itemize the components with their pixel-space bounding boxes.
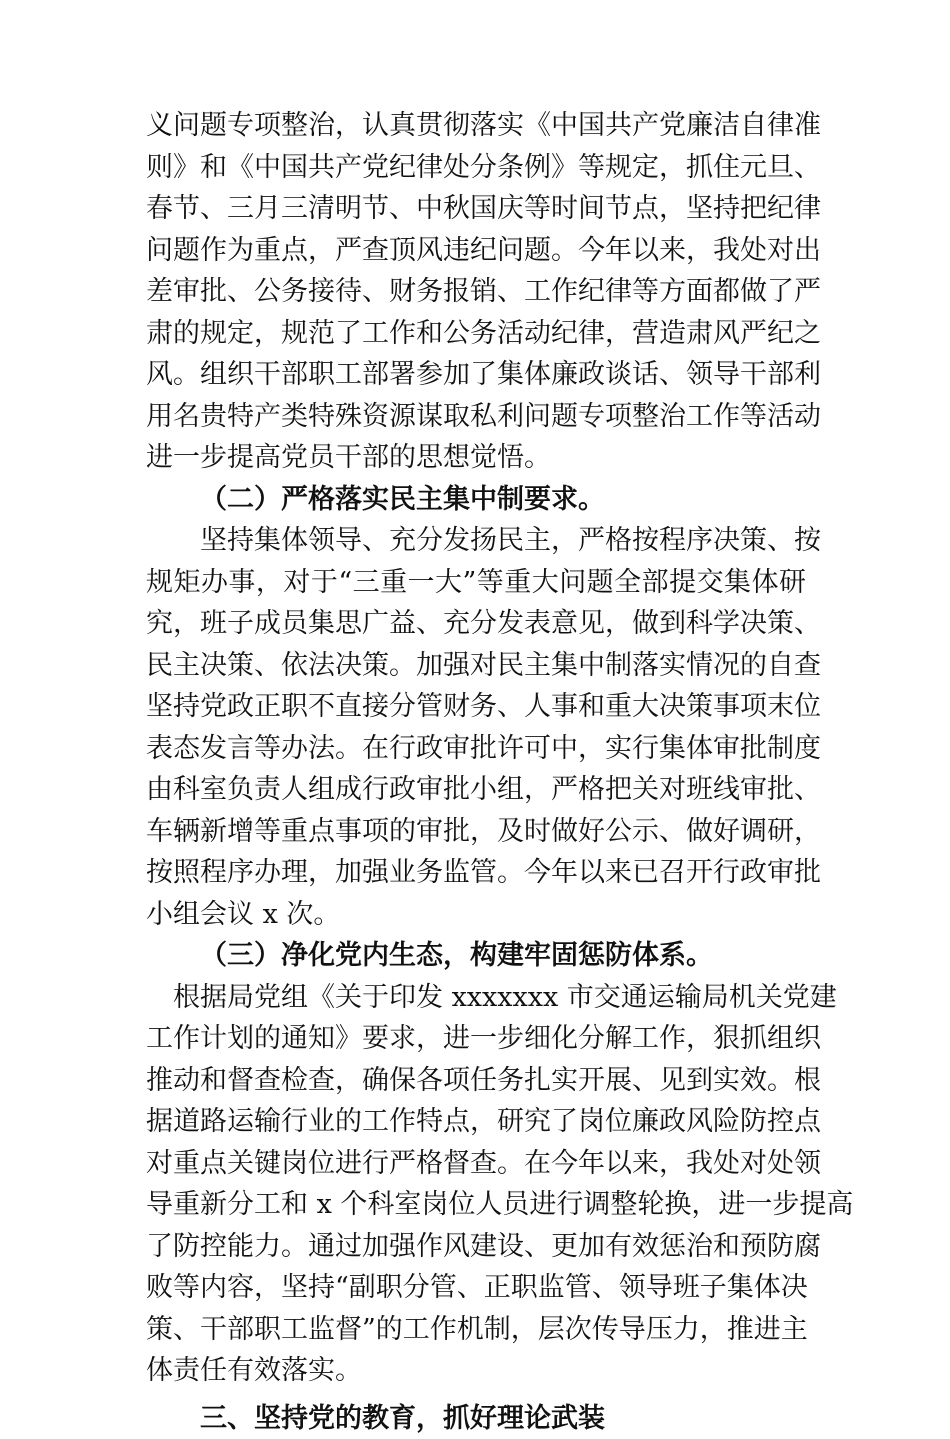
text-line: 败等内容，坚持“副职分管、正职监管、领导班子集体决 (146, 1267, 806, 1309)
text-line: 车辆新增等重点事项的审批，及时做好公示、做好调研， (146, 811, 806, 853)
paragraph-party-ecology (146, 977, 806, 1392)
text-line: 坚持集体领导、充分发扬民主，严格按程序决策、按 (146, 520, 806, 562)
text-line: 体责任有效落实。 (146, 1350, 806, 1392)
text-line: 进一步提高党员干部的思想觉悟。 (146, 437, 806, 479)
document-page (146, 105, 806, 1439)
text-line: 究，班子成员集思广益、充分发表意见，做到科学决策、 (146, 603, 806, 645)
text-line: 小组会议 x 次。 (146, 894, 806, 936)
subheading-democratic-centralism: （二）严格落实民主集中制要求。 (146, 479, 806, 521)
text-line: 推动和督查检查，确保各项任务扎实开展、见到实效。根 (146, 1060, 806, 1102)
text-line: 策、干部职工监督”的工作机制，层次传导压力，推进主 (146, 1309, 806, 1351)
text-line: 则》和《中国共产党纪律处分条例》等规定，抓住元旦、 (146, 147, 806, 189)
text-line: 对重点关键岗位进行严格督查。在今年以来，我处对处领 (146, 1143, 806, 1185)
text-line: 问题作为重点，严查顶风违纪问题。今年以来，我处对出 (146, 230, 806, 272)
text-line: 肃的规定，规范了工作和公务活动纪律，营造肃风严纪之 (146, 313, 806, 355)
paragraph-discipline (146, 105, 806, 479)
text-line: 根据局党组《关于印发 xxxxxxx 市交通运输局机关党建 (146, 977, 806, 1019)
text-line: 导重新分工和 x 个科室岗位人员进行调整轮换，进一步提高 (146, 1184, 806, 1226)
text-line: 风。组织干部职工部署参加了集体廉政谈话、领导干部利 (146, 354, 806, 396)
text-line: 由科室负责人组成行政审批小组，严格把关对班线审批、 (146, 769, 806, 811)
text-line: 规矩办事，对于“三重一大”等重大问题全部提交集体研 (146, 562, 806, 604)
subheading-party-ecology: （三）净化党内生态，构建牢固惩防体系。 (146, 935, 806, 977)
text-line: 用名贵特产类特殊资源谋取私利问题专项整治工作等活动 (146, 396, 806, 438)
text-line: 表态发言等办法。在行政审批许可中，实行集体审批制度 (146, 728, 806, 770)
text-line: 按照程序办理，加强业务监管。今年以来已召开行政审批 (146, 852, 806, 894)
text-line: 民主决策、依法决策。加强对民主集中制落实情况的自查 (146, 645, 806, 687)
text-line: 春节、三月三清明节、中秋国庆等时间节点，坚持把纪律 (146, 188, 806, 230)
text-line: 差审批、公务接待、财务报销、工作纪律等方面都做了严 (146, 271, 806, 313)
text-line: 工作计划的通知》要求，进一步细化分解工作，狠抓组织 (146, 1018, 806, 1060)
section-heading-party-education: 三、坚持党的教育，抓好理论武装 (146, 1398, 806, 1439)
paragraph-democratic-centralism (146, 520, 806, 935)
text-line: 义问题专项整治，认真贯彻落实《中国共产党廉洁自律准 (146, 105, 806, 147)
text-line: 据道路运输行业的工作特点，研究了岗位廉政风险防控点 (146, 1101, 806, 1143)
text-line: 了防控能力。通过加强作风建设、更加有效惩治和预防腐 (146, 1226, 806, 1268)
text-line: 坚持党政正职不直接分管财务、人事和重大决策事项末位 (146, 686, 806, 728)
